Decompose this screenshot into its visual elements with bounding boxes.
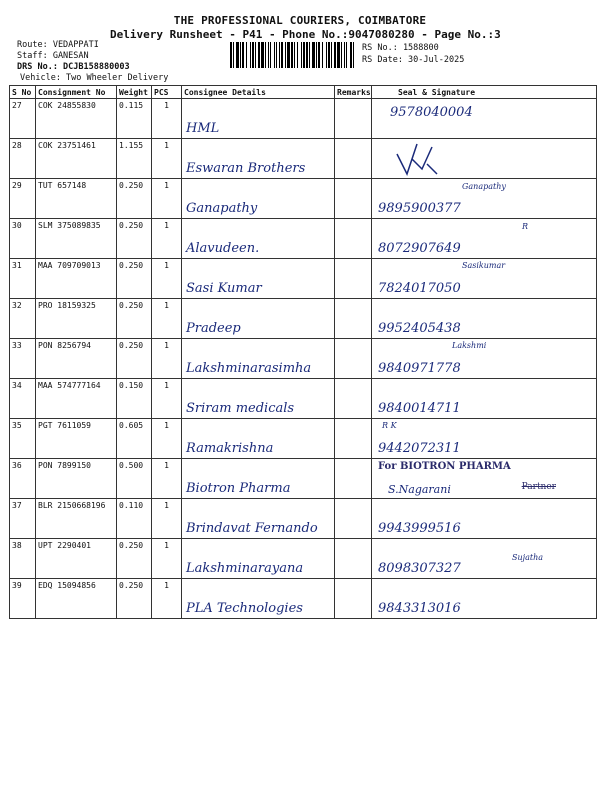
col-remarks: Remarks bbox=[335, 86, 372, 99]
consignment-number: PRO 18159325 bbox=[36, 299, 117, 339]
signature-tick-icon bbox=[392, 139, 452, 179]
signature-cell bbox=[372, 459, 597, 499]
weight-value: 0.115 bbox=[117, 99, 152, 139]
pieces-count: 1 bbox=[152, 579, 182, 619]
consignee-cell bbox=[182, 539, 335, 579]
signature-cell bbox=[372, 579, 597, 619]
remarks-cell bbox=[335, 499, 372, 539]
remarks-cell bbox=[335, 539, 372, 579]
consignee-cell bbox=[182, 459, 335, 499]
consignment-number: EDQ 15094856 bbox=[36, 579, 117, 619]
pieces-count: 1 bbox=[152, 379, 182, 419]
pieces-count: 1 bbox=[152, 99, 182, 139]
col-consignment-no: Consignment No bbox=[36, 86, 117, 99]
table-row bbox=[10, 379, 597, 419]
consignee-handwriting: PLA Technologies bbox=[186, 601, 303, 616]
consignee-cell bbox=[182, 579, 335, 619]
consignee-cell bbox=[182, 259, 335, 299]
receiver-phone: 8098307327 bbox=[378, 561, 461, 576]
signature-cell bbox=[372, 379, 597, 419]
consignee-cell bbox=[182, 379, 335, 419]
consignee-handwriting: Brindavat Fernando bbox=[186, 521, 318, 536]
stamp-role: Partner bbox=[521, 482, 556, 492]
serial-number: 37 bbox=[10, 499, 36, 539]
consignee-handwriting: Biotron Pharma bbox=[186, 481, 291, 496]
remarks-cell bbox=[335, 459, 372, 499]
table-row bbox=[10, 219, 597, 259]
receiver-phone: 9840971778 bbox=[378, 361, 461, 376]
company-stamp: For BIOTRON PHARMA bbox=[378, 461, 511, 472]
pieces-count: 1 bbox=[152, 499, 182, 539]
stamp-signer: S.Nagarani bbox=[388, 483, 451, 496]
consignee-handwriting: Ganapathy bbox=[186, 201, 258, 216]
col-consignee: Consignee Details bbox=[182, 86, 335, 99]
col-pcs: PCS bbox=[152, 86, 182, 99]
consignment-number: PON 7899150 bbox=[36, 459, 117, 499]
receiver-phone: 9895900377 bbox=[378, 201, 461, 216]
weight-value: 1.155 bbox=[117, 139, 152, 179]
table-row bbox=[10, 539, 597, 579]
signature-cell bbox=[372, 339, 597, 379]
consignment-number: BLR 2150668196 bbox=[36, 499, 117, 539]
signature-cell bbox=[372, 99, 597, 139]
weight-value: 0.250 bbox=[117, 299, 152, 339]
serial-number: 30 bbox=[10, 219, 36, 259]
consignment-number: MAA 709709013 bbox=[36, 259, 117, 299]
serial-number: 27 bbox=[10, 99, 36, 139]
signature-cell bbox=[372, 219, 597, 259]
serial-number: 38 bbox=[10, 539, 36, 579]
consignment-number: COK 23751461 bbox=[36, 139, 117, 179]
pieces-count: 1 bbox=[152, 419, 182, 459]
receiver-phone: 9943999516 bbox=[378, 521, 461, 536]
remarks-cell bbox=[335, 299, 372, 339]
table-row bbox=[10, 339, 597, 379]
weight-value: 0.250 bbox=[117, 259, 152, 299]
serial-number: 33 bbox=[10, 339, 36, 379]
receiver-phone: 9952405438 bbox=[378, 321, 461, 336]
serial-number: 32 bbox=[10, 299, 36, 339]
serial-number: 31 bbox=[10, 259, 36, 299]
table-row bbox=[10, 459, 597, 499]
consignee-cell bbox=[182, 179, 335, 219]
serial-number: 34 bbox=[10, 379, 36, 419]
runsheet-subtitle: Delivery Runsheet - P41 - Phone No.:9047080280 - Page No.:3 bbox=[110, 28, 501, 41]
remarks-cell bbox=[335, 259, 372, 299]
col-weight: Weight bbox=[117, 86, 152, 99]
table-row bbox=[10, 259, 597, 299]
pieces-count: 1 bbox=[152, 259, 182, 299]
consignee-cell bbox=[182, 419, 335, 459]
runsheet-table bbox=[9, 85, 597, 619]
remarks-cell bbox=[335, 219, 372, 259]
serial-number: 36 bbox=[10, 459, 36, 499]
consignee-cell bbox=[182, 499, 335, 539]
table-row bbox=[10, 579, 597, 619]
consignee-handwriting: Lakshminarasimha bbox=[186, 361, 312, 376]
remarks-cell bbox=[335, 339, 372, 379]
consignee-cell bbox=[182, 339, 335, 379]
weight-value: 0.150 bbox=[117, 379, 152, 419]
remarks-cell bbox=[335, 99, 372, 139]
receiver-phone: 9578040004 bbox=[390, 105, 473, 120]
route-label: Route: VEDAPPATI bbox=[17, 40, 99, 50]
receiver-phone: 8072907649 bbox=[378, 241, 461, 256]
consignee-handwriting: Pradeep bbox=[186, 321, 241, 336]
receiver-phone: 9843313016 bbox=[378, 601, 461, 616]
remarks-cell bbox=[335, 139, 372, 179]
staff-label: Staff: GANESAN bbox=[17, 51, 89, 61]
signature-scribble: Ganapathy bbox=[462, 182, 506, 191]
weight-value: 0.250 bbox=[117, 179, 152, 219]
consignee-handwriting: Ramakrishna bbox=[186, 441, 274, 456]
signature-scribble: Lakshmi bbox=[452, 341, 487, 350]
weight-value: 0.250 bbox=[117, 219, 152, 259]
signature-scribble: R K bbox=[382, 421, 397, 430]
consignment-number: SLM 375089835 bbox=[36, 219, 117, 259]
weight-value: 0.605 bbox=[117, 419, 152, 459]
serial-number: 28 bbox=[10, 139, 36, 179]
pieces-count: 1 bbox=[152, 219, 182, 259]
weight-value: 0.110 bbox=[117, 499, 152, 539]
consignee-cell bbox=[182, 299, 335, 339]
consignee-handwriting: Sasi Kumar bbox=[186, 281, 262, 296]
remarks-cell bbox=[335, 419, 372, 459]
signature-cell bbox=[372, 259, 597, 299]
consignee-handwriting: Alavudeen. bbox=[186, 241, 260, 256]
pieces-count: 1 bbox=[152, 459, 182, 499]
table-row bbox=[10, 299, 597, 339]
consignment-number: PGT 7611059 bbox=[36, 419, 117, 459]
consignee-handwriting: Eswaran Brothers bbox=[186, 161, 306, 176]
table-row bbox=[10, 179, 597, 219]
col-signature: Seal & Signature bbox=[372, 86, 597, 99]
consignee-handwriting: Sriram medicals bbox=[186, 401, 295, 416]
weight-value: 0.250 bbox=[117, 339, 152, 379]
signature-scribble: Sujatha bbox=[512, 553, 544, 562]
signature-cell bbox=[372, 139, 597, 179]
serial-number: 29 bbox=[10, 179, 36, 219]
col-sno: S No bbox=[10, 86, 36, 99]
barcode-bar bbox=[354, 42, 356, 68]
pieces-count: 1 bbox=[152, 539, 182, 579]
vehicle-label: Vehicle: Two Wheeler Delivery bbox=[20, 73, 169, 83]
consignee-handwriting: Lakshminarayana bbox=[186, 561, 304, 576]
signature-cell bbox=[372, 539, 597, 579]
consignment-number: TUT 657148 bbox=[36, 179, 117, 219]
serial-number: 39 bbox=[10, 579, 36, 619]
table-row bbox=[10, 419, 597, 459]
weight-value: 0.250 bbox=[117, 539, 152, 579]
signature-cell bbox=[372, 299, 597, 339]
remarks-cell bbox=[335, 179, 372, 219]
signature-scribble: Sasikumar bbox=[462, 261, 506, 270]
rs-date: RS Date: 30-Jul-2025 bbox=[362, 55, 465, 65]
consignee-cell bbox=[182, 139, 335, 179]
signature-scribble: R bbox=[522, 222, 529, 231]
pieces-count: 1 bbox=[152, 139, 182, 179]
receiver-phone: 9840014711 bbox=[378, 401, 461, 416]
drs-label: DRS No.: DCJB158880003 bbox=[17, 62, 130, 72]
weight-value: 0.500 bbox=[117, 459, 152, 499]
consignment-number: UPT 2290401 bbox=[36, 539, 117, 579]
signature-cell bbox=[372, 419, 597, 459]
consignee-handwriting: HML bbox=[186, 121, 220, 136]
weight-value: 0.250 bbox=[117, 579, 152, 619]
consignee-cell bbox=[182, 99, 335, 139]
remarks-cell bbox=[335, 379, 372, 419]
rs-number: RS No.: 1588800 bbox=[362, 43, 439, 53]
pieces-count: 1 bbox=[152, 299, 182, 339]
table-header-row bbox=[10, 86, 597, 99]
receiver-phone: 9442072311 bbox=[378, 441, 461, 456]
company-title: THE PROFESSIONAL COURIERS, COIMBATORE bbox=[173, 14, 427, 27]
table-row bbox=[10, 99, 597, 139]
consignee-cell bbox=[182, 219, 335, 259]
signature-cell bbox=[372, 179, 597, 219]
consignment-number: MAA 574777164 bbox=[36, 379, 117, 419]
consignment-number: COK 24855830 bbox=[36, 99, 117, 139]
signature-cell bbox=[372, 499, 597, 539]
remarks-cell bbox=[335, 579, 372, 619]
barcode bbox=[230, 42, 356, 68]
consignment-number: PON 8256794 bbox=[36, 339, 117, 379]
serial-number: 35 bbox=[10, 419, 36, 459]
table-row bbox=[10, 499, 597, 539]
table-row bbox=[10, 139, 597, 179]
receiver-phone: 7824017050 bbox=[378, 281, 461, 296]
pieces-count: 1 bbox=[152, 179, 182, 219]
pieces-count: 1 bbox=[152, 339, 182, 379]
